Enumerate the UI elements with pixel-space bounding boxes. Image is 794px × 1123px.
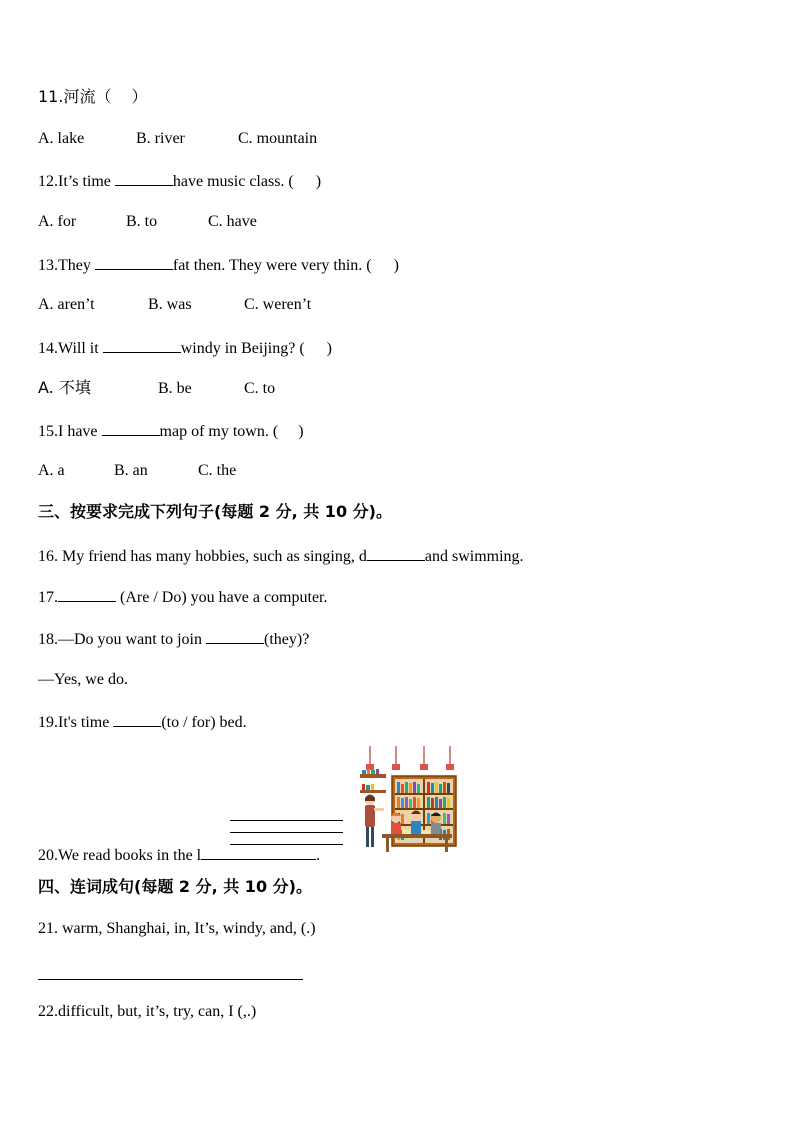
answer-line[interactable] [38, 979, 303, 980]
answer-blank[interactable] [367, 545, 425, 561]
question-11-options [38, 129, 317, 149]
question-16 [38, 545, 524, 567]
option-b[interactable]: B. an [114, 462, 148, 479]
question-15 [38, 420, 304, 442]
question-13-close: ) [393, 257, 399, 274]
answer-blank[interactable] [103, 337, 181, 353]
question-11-stem: 11.河流（ [38, 87, 112, 106]
question-18-start: 18.—Do you want to join [38, 631, 206, 648]
option-a[interactable]: A. a [38, 462, 65, 479]
library-illustration [356, 746, 460, 852]
question-17 [38, 586, 327, 608]
question-15-stem-end: map of my town. ( [159, 423, 279, 440]
section-3-heading: 三、按要求完成下列句子(每题 2 分, 共 10 分)。 [38, 502, 392, 521]
option-b[interactable]: B. be [158, 380, 192, 397]
answer-blank[interactable] [58, 586, 116, 602]
question-20-text: 20.We read books in the l [38, 847, 202, 864]
question-14-stem-start: 14.Will it [38, 340, 103, 357]
question-14-close: ) [326, 340, 332, 357]
option-b[interactable]: B. was [148, 296, 192, 313]
question-15-close: ) [298, 423, 304, 440]
writing-rule [230, 820, 343, 821]
answer-blank[interactable] [95, 254, 173, 270]
question-18-end: (they)? [264, 631, 310, 648]
question-21: 21. warm, Shanghai, in, It’s, windy, and, (.) [38, 920, 316, 937]
question-12-stem-end: have music class. ( [172, 173, 294, 190]
option-c[interactable]: C. to [244, 380, 276, 397]
question-12-options [38, 212, 257, 232]
answer-blank[interactable] [113, 711, 161, 727]
answer-blank[interactable] [206, 628, 264, 644]
option-a[interactable]: A. aren’t [38, 296, 95, 313]
option-a[interactable]: A. for [38, 213, 77, 230]
question-19-start: 19.It's time [38, 714, 114, 731]
option-a[interactable]: A. 不填 [38, 378, 91, 397]
question-14-stem-end: windy in Beijing? ( [180, 340, 305, 357]
option-c[interactable]: C. mountain [238, 130, 318, 147]
option-b[interactable]: B. river [136, 130, 185, 147]
librarian-figure [365, 795, 384, 848]
question-15-options [38, 461, 236, 481]
question-17-end: (Are / Do) you have a computer. [116, 589, 328, 606]
answer-blank[interactable] [102, 420, 160, 436]
question-15-stem-start: 15.I have [38, 423, 102, 440]
question-11-close: ） [131, 89, 148, 106]
question-20-end: . [316, 847, 321, 864]
answer-blank[interactable] [115, 170, 173, 186]
question-18-reply: —Yes, we do. [38, 671, 128, 688]
question-16-start: 16. My friend has many hobbies, such as singing, d [38, 548, 367, 565]
option-c[interactable]: C. have [208, 213, 257, 230]
question-13-options [38, 295, 311, 315]
question-13 [38, 254, 399, 276]
option-c[interactable]: C. the [198, 462, 237, 479]
question-14 [38, 337, 332, 359]
question-22: 22.difficult, but, it’s, try, can, I (,.) [38, 1003, 257, 1020]
question-14-options [38, 378, 275, 399]
answer-blank[interactable] [201, 844, 316, 860]
option-b[interactable]: B. to [126, 213, 158, 230]
question-12-close: ) [315, 173, 322, 190]
question-19-end: (to / for) bed. [161, 714, 247, 731]
question-18 [38, 628, 309, 650]
question-11 [38, 87, 147, 108]
lamp-icons [366, 746, 454, 770]
question-13-stem-end: fat then. They were very thin. ( [172, 257, 372, 274]
question-17-start: 17. [38, 589, 58, 606]
option-c[interactable]: C. weren’t [244, 296, 312, 313]
question-20 [38, 844, 320, 866]
question-16-end: and swimming. [424, 548, 524, 565]
writing-rule [230, 832, 343, 833]
children-figures [391, 811, 441, 835]
option-a[interactable]: A. lake [38, 130, 85, 147]
question-12 [38, 170, 321, 192]
question-19 [38, 711, 247, 733]
question-12-stem-start: 12.It’s time [38, 173, 115, 190]
section-4-heading: 四、连词成句(每题 2 分, 共 10 分)。 [38, 877, 312, 896]
question-13-stem-start: 13.They [38, 257, 95, 274]
